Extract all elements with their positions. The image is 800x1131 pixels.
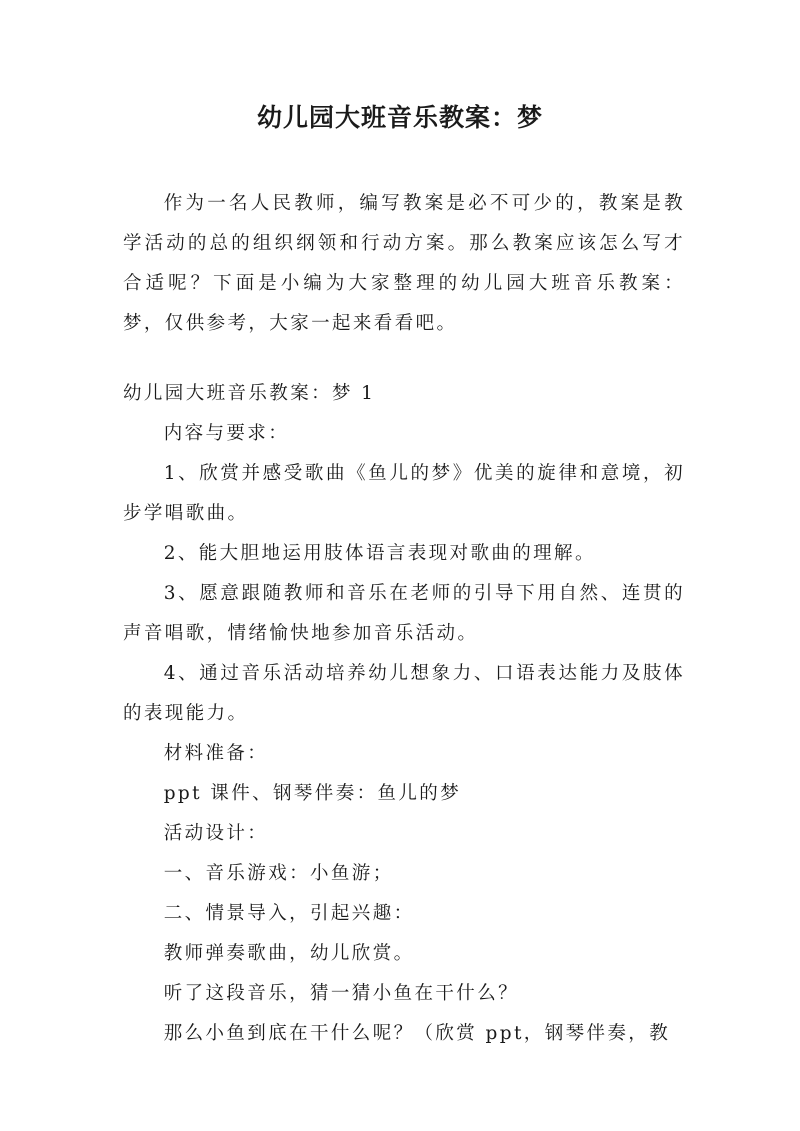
activity-design-heading: 活动设计：	[163, 823, 269, 844]
activity-paragraph: 教师弹奏歌曲，幼儿欣赏。	[163, 943, 415, 964]
document-title: 幼儿园大班音乐教案：梦	[256, 103, 543, 132]
requirement-item-4: 4、通过音乐活动培养幼儿想象力、口语表达能力及肢体的表现能力。	[123, 663, 685, 724]
intro-block	[123, 184, 685, 344]
activity-paragraph: 那么小鱼到底在干什么呢？（欣赏 ppt，钢琴伴奏，教	[163, 1023, 671, 1044]
materials-list: ppt 课件、钢琴伴奏：鱼儿的梦	[163, 783, 462, 804]
content-requirements-heading: 内容与要求：	[163, 423, 290, 444]
requirement-item-1: 1、欣赏并感受歌曲《鱼儿的梦》优美的旋律和意境，初步学唱歌曲。	[123, 463, 685, 524]
section-heading: 幼儿园大班音乐教案：梦 1	[123, 383, 376, 404]
lesson-plan-section	[123, 374, 685, 1054]
activity-step-1: 一、音乐游戏：小鱼游；	[163, 863, 394, 884]
materials-heading: 材料准备：	[163, 743, 269, 764]
requirement-item-3: 3、愿意跟随教师和音乐在老师的引导下用自然、连贯的声音唱歌，情绪愉快地参加音乐活动。	[123, 583, 685, 644]
requirement-item-2: 2、能大胆地运用肢体语言表现对歌曲的理解。	[163, 543, 596, 564]
intro-paragraph: 作为一名人民教师，编写教案是必不可少的，教案是教学活动的总的组织纲领和行动方案。那么教案应该怎么写才合适呢？下面是小编为大家整理的幼儿园大班音乐教案：梦，仅供参考，大家一起来看看吧。	[123, 193, 685, 334]
activity-step-2: 二、情景导入，引起兴趣：	[163, 903, 415, 924]
activity-paragraph: 听了这段音乐，猜一猜小鱼在干什么？	[163, 983, 519, 1004]
